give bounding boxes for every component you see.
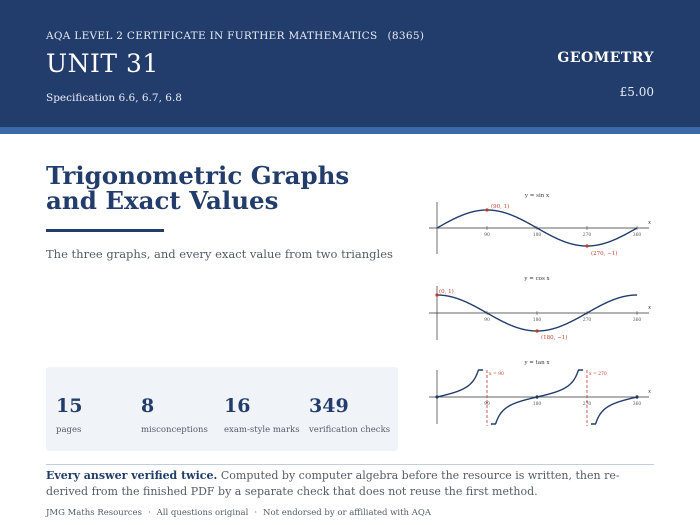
specification: Specification 6.6, 6.7, 6.8 [46,92,182,104]
cos-graph [429,276,652,341]
cos-tick-360: 360 [632,318,642,323]
title-underline [46,229,164,232]
page-title: Trigonometric Graphs and Exact Values [46,161,350,215]
unit-title: UNIT 31 [46,49,159,78]
tan-asymptote-270-label: x = 270 [589,372,607,377]
credit-separator: · [147,508,151,518]
stat-verification-checks [309,395,390,435]
cos-start-label: (0, 1) [439,289,454,295]
page-subtitle: The three graphs, and every exact value from two triangles [46,247,393,261]
tan-tick-270: 270 [582,402,592,407]
stat-value: 16 [224,395,251,417]
stat-value: 349 [309,395,349,417]
cos-tick-270: 270 [582,318,592,323]
tan-asymptote-90-label: x = 90 [489,372,504,377]
sin-graph-title: y = sin x [524,193,550,199]
cos-tick-180: 180 [532,318,542,323]
stat-label: pages [56,425,82,435]
tan-tick-360: 360 [632,402,642,407]
stat-label: exam-style marks [224,425,300,435]
stats-panel [46,367,398,451]
qualification-code: (8365) [387,30,425,42]
tan-x-label: x [648,389,652,395]
tan-curve-left [437,370,483,397]
cos-tick-90: 90 [484,318,490,323]
stat-value: 8 [141,395,155,417]
stat-misconceptions [141,395,208,435]
cos-min-point [535,329,538,332]
stat-exam-marks [224,395,300,435]
sin-min-label: (270, −1) [591,251,618,257]
topic-label: GEOMETRY [557,50,654,66]
price: £5.00 [619,85,654,99]
credit-separator: · [254,508,258,518]
sin-tick-90: 90 [484,233,490,238]
credit-original: All questions original [156,508,249,518]
qualification-name: AQA LEVEL 2 CERTIFICATE IN FURTHER MATHEMATICS [46,30,378,42]
tan-curve-right [591,397,637,424]
verification-text: Computed by computer algebra before the resource is written, then re-derived from the finished PDF by a separate check that does not reuse the first method. [46,469,620,498]
sin-graph [429,193,652,257]
sin-max-label: (90, 1) [491,204,510,210]
verification-heading: Every answer verified twice. [46,469,218,482]
tan-point-0 [435,395,438,398]
credit-disclaimer: Not endorsed by or affiliated with AQA [263,508,431,518]
sin-max-point [485,208,488,211]
verification-note [46,468,656,500]
sin-tick-270: 270 [582,233,592,238]
header-banner [0,0,700,127]
header-stripe [0,127,700,134]
stat-pages [56,395,82,435]
stat-value: 15 [56,395,83,417]
qualification-line [46,30,424,42]
cos-x-label: x [648,305,652,311]
tan-tick-90: 90 [484,402,490,407]
credits-line [46,508,431,518]
footer-divider [46,464,654,465]
stat-label: misconceptions [141,425,208,435]
cos-min-label: (180, −1) [541,335,568,341]
tan-graph [429,360,652,426]
sin-min-point [585,244,588,247]
sin-tick-180: 180 [532,233,542,238]
sin-tick-360: 360 [632,233,642,238]
cos-graph-title: y = cos x [524,276,550,282]
stat-label: verification checks [309,425,391,435]
trig-graphs-figure [425,186,657,430]
tan-tick-180: 180 [532,402,542,407]
sin-x-label: x [648,220,652,226]
tan-graph-title: y = tan x [524,360,550,366]
credit-publisher: JMG Maths Resources [46,508,142,518]
